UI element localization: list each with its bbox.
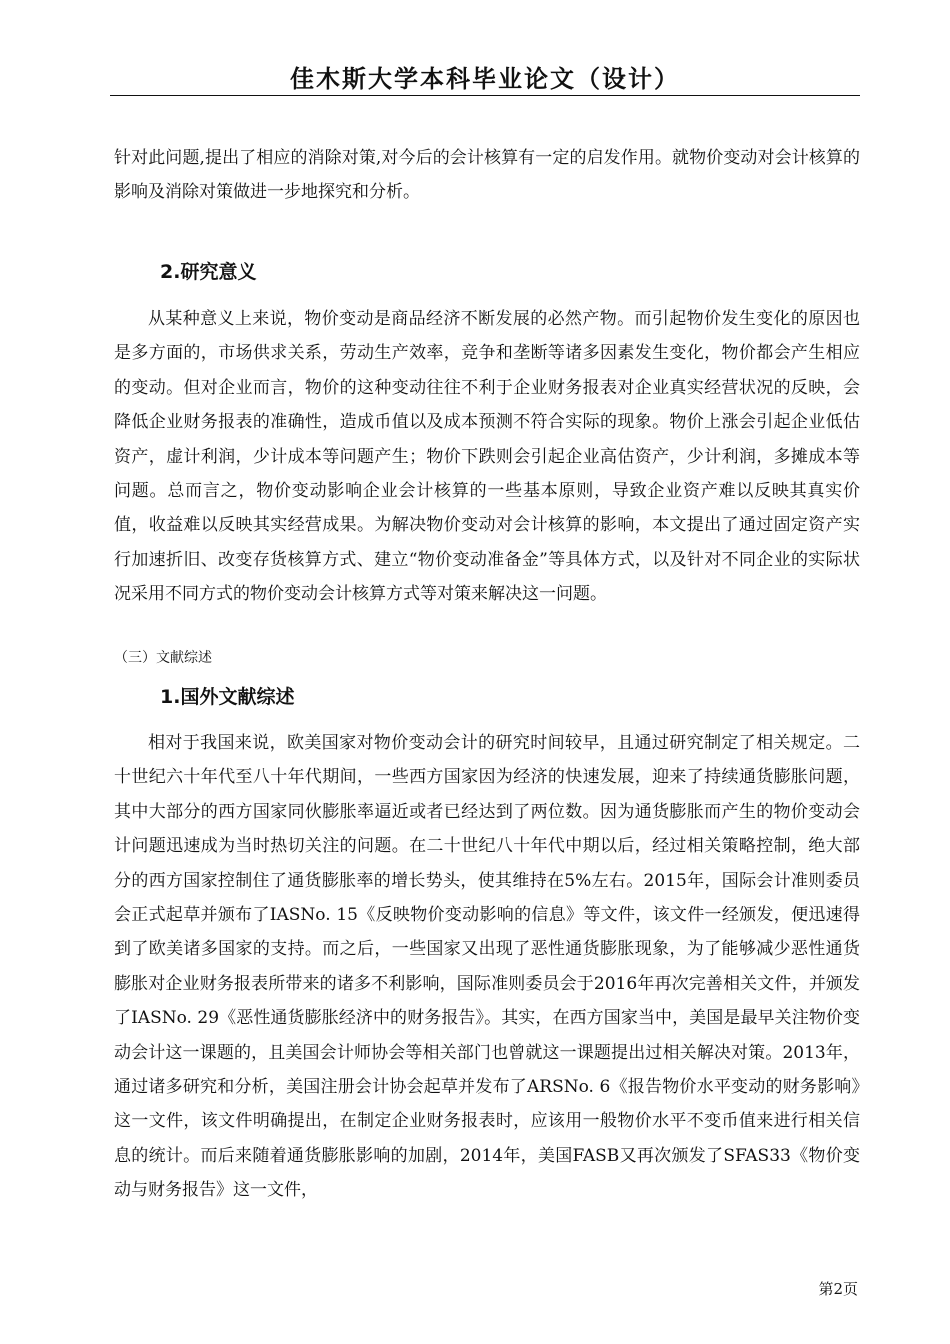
foreign-literature-paragraph: 相对于我国来说，欧美国家对物价变动会计的研究时间较早，且通过研究制定了相关规定。二十世纪六十年代至八十年代期间，一些西方国家因为经济的快速发展，迎来了持续通货膨胀问题，其中大部分的西方国家同伙膨胀率逼近或者已经达到了两位数。因为通货膨胀而产生的物价变动会计问题迅速成为当时热切关注的问题。在二十世纪八十年代中期以后，经过相关策略控制，绝大部分的西方国家控制住了通货膨胀率的增长势头，使其维持在5%左右。2015年，国际会计准则委员会正式起草并颁布了IASNo. 15《反映物价变动影响的信息》等文件，该文件一经颁发，便迅速得到了欧美诸多国家的支持。而之后，一些国家又出现了恶性通货膨胀现象，为了能够减少恶性通货膨胀对企业财务报表所带来的诸多不利影响，国际准则委员会于2016年再次完善相关文件，并颁发了IASNo. 29《恶性通货膨胀经济中的财务报告》。其实，在西方国家当中，美国是最早关注物价变动会计这一课题的，且美国会计师协会等相关部门也曾就这一课题提出过相关解决对策。2013年，通过诸多研究和分析，美国注册会计协会起草并发布了ARSNo. 6《报告物价水平变动的财务影响》这一文件，该文件明确提出，在制定企业财务报表时，应该用一般物价水平不变币值来进行相关信息的统计。而后来随着通货膨胀影响的加剧，2014年，美国FASB又再次颁发了SFAS33《物价变动与财务报告》这一文件， (114, 733, 860, 1201)
continuation-paragraph: 针对此问题,提出了相应的消除对策,对今后的会计核算有一定的启发作用。就物价变动对会计核算的影响及消除对策做进一步地探究和分析。 (114, 148, 860, 203)
subsection-label-literature-review: （三）文献综述 (114, 650, 212, 666)
thesis-header-title: 佳木斯大学本科毕业论文（设计） (290, 64, 680, 93)
header-divider (110, 95, 860, 96)
page-number: 第2页 (818, 1280, 858, 1298)
section-heading-research-significance: 2.研究意义 (160, 261, 257, 283)
research-significance-paragraph: 从某种意义上来说，物价变动是商品经济不断发展的必然产物。而引起物价发生变化的原因也是多方面的，市场供求关系，劳动生产效率，竞争和垄断等诸多因素发生变化，物价都会产生相应的变动。但对企业而言，物价的这种变动往往不利于企业财务报表对企业真实经营状况的反映，会降低企业财务报表的准确性，造成币值以及成本预测不符合实际的现象。物价上涨会引起企业低估资产，虚计利润，少计成本等问题产生；物价下跌则会引起企业高估资产，少计利润，多摊成本等问题。总而言之，物价变动影响企业会计核算的一些基本原则，导致企业资产难以反映其真实价值，收益难以反映其实经营成果。为解决物价变动对会计核算的影响，本文提出了通过固定资产实行加速折旧、改变存货核算方式、建立“物价变动准备金”等具体方式，以及针对不同企业的实际状况采用不同方式的物价变动会计核算方式等对策来解决这一问题。 (114, 309, 860, 605)
section-heading-foreign-literature: 1.国外文献综述 (160, 686, 295, 708)
